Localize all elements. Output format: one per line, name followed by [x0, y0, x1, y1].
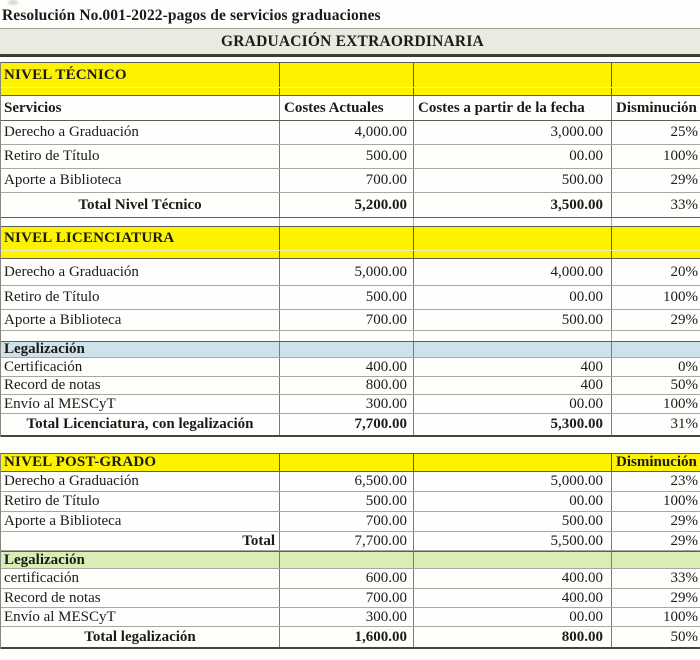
fees-table — [0, 62, 700, 437]
column-header-disminucion: Disminución — [611, 454, 700, 471]
empty-cell — [413, 552, 611, 568]
service-label: Envío al MESCyT — [4, 608, 116, 625]
reduction-pct: 33% — [611, 569, 700, 588]
total-actual: 7,700.00 — [279, 532, 413, 550]
service-label: Record de notas — [4, 589, 101, 606]
fees-table-postgrado — [0, 453, 700, 649]
table-row — [1, 589, 700, 608]
service-label: Record de notas — [4, 377, 101, 393]
table-row — [1, 169, 700, 193]
empty-cell — [279, 552, 413, 568]
cost-new: 00.00 — [413, 145, 611, 168]
cost-new: 400.00 — [413, 569, 611, 588]
reduction-pct: 100% — [611, 608, 700, 626]
section-gap — [1, 331, 700, 341]
cost-actual: 500.00 — [279, 492, 413, 511]
table-row — [1, 569, 700, 589]
cost-actual: 700.00 — [279, 589, 413, 607]
cost-new: 400 — [413, 377, 611, 394]
empty-cell — [413, 227, 611, 250]
service-label: Retiro de Título — [4, 289, 100, 305]
table-row — [1, 286, 700, 310]
table-row — [1, 310, 700, 331]
section-title: NIVEL LICENCIATURA — [4, 230, 175, 246]
cost-actual: 600.00 — [279, 569, 413, 588]
empty-cell — [279, 63, 413, 87]
reduction-pct: 25% — [611, 121, 700, 144]
cost-new: 00.00 — [413, 492, 611, 511]
total-reduction: 29% — [611, 532, 700, 550]
column-header-servicios: Servicios — [4, 99, 62, 116]
service-label: Aporte a Biblioteca — [4, 311, 122, 328]
empty-cell — [413, 251, 611, 258]
empty-cell — [611, 63, 700, 87]
section-band-strip — [1, 250, 700, 259]
service-label: Certificación — [4, 358, 83, 375]
cost-actual: 300.00 — [279, 395, 413, 413]
table-row — [1, 377, 700, 395]
table-row — [1, 121, 700, 145]
service-label: Derecho a Graduación — [4, 263, 139, 280]
cost-actual: 4,000.00 — [279, 121, 413, 144]
section-band-postgrado — [1, 453, 700, 472]
banner-graduacion-extraordinaria: GRADUACIÓN EXTRAORDINARIA — [0, 28, 700, 57]
total-row-postgrado — [1, 532, 700, 551]
empty-cell — [279, 227, 413, 250]
section-band-licenciatura — [1, 226, 700, 250]
section-band-strip — [1, 87, 700, 96]
reduction-pct: 29% — [611, 169, 700, 192]
service-label: Derecho a Graduación — [4, 473, 139, 489]
cost-new: 00.00 — [413, 608, 611, 626]
total-actual: 1,600.00 — [279, 627, 413, 647]
column-header-row — [1, 96, 700, 121]
empty-cell — [413, 218, 611, 226]
cost-actual: 700.00 — [279, 310, 413, 330]
empty-cell — [413, 331, 611, 341]
subsection-band-legalizacion-postgrado — [1, 551, 700, 569]
empty-cell — [611, 331, 700, 341]
cost-actual: 700.00 — [279, 512, 413, 531]
reduction-pct: 0% — [611, 358, 700, 376]
total-reduction: 31% — [611, 414, 700, 435]
empty-cell — [279, 251, 413, 258]
total-reduction: 33% — [611, 193, 700, 217]
total-new: 800.00 — [413, 627, 611, 647]
total-label: Total legalización — [84, 628, 196, 645]
service-label: Retiro de Título — [4, 493, 100, 509]
empty-cell — [1, 331, 279, 341]
cost-new: 500.00 — [413, 169, 611, 192]
service-label: Aporte a Biblioteca — [4, 172, 122, 188]
section-gap — [1, 218, 700, 226]
empty-cell — [1, 88, 279, 95]
service-label: Aporte a Biblioteca — [4, 513, 122, 529]
total-label: Total Licenciatura, con legalización — [26, 416, 254, 432]
empty-cell — [1, 251, 279, 258]
reduction-pct: 29% — [611, 589, 700, 607]
column-header-costes-fecha: Costes a partir de la fecha — [413, 96, 611, 120]
total-row-legalizacion — [1, 627, 700, 649]
empty-cell — [279, 342, 413, 357]
subsection-title: Legalización — [4, 552, 85, 568]
cost-actual: 400.00 — [279, 358, 413, 376]
empty-cell — [413, 342, 611, 357]
cost-actual: 5,000.00 — [279, 259, 413, 285]
subsection-band-legalizacion — [1, 341, 700, 358]
reduction-pct: 50% — [611, 377, 700, 394]
cost-new: 5,000.00 — [413, 472, 611, 491]
total-label: Total Nivel Técnico — [78, 196, 202, 213]
cost-actual: 800.00 — [279, 377, 413, 394]
table-row — [1, 358, 700, 377]
empty-cell — [611, 251, 700, 258]
table-row — [1, 259, 700, 286]
section-gap — [0, 437, 700, 453]
total-row-licenciatura — [1, 414, 700, 437]
column-header-costes-actuales: Costes Actuales — [279, 96, 413, 120]
cost-new: 3,000.00 — [413, 121, 611, 144]
service-label: certificación — [4, 570, 79, 586]
service-label: Retiro de Título — [4, 148, 100, 164]
empty-cell — [1, 218, 279, 226]
total-row-tecnico — [1, 193, 700, 218]
table-row — [1, 145, 700, 169]
reduction-pct: 100% — [611, 395, 700, 413]
cost-new: 4,000.00 — [413, 259, 611, 285]
document-title: Resolución No.001-2022-pagos de servicios graduaciones — [2, 7, 381, 24]
subsection-title: Legalización — [4, 342, 85, 357]
total-label: Total — [242, 532, 275, 549]
service-label: Envío al MESCyT — [4, 395, 116, 412]
cost-new: 00.00 — [413, 395, 611, 413]
empty-cell — [611, 552, 700, 568]
column-header-disminucion: Disminución — [611, 96, 700, 120]
section-title: NIVEL TÉCNICO — [4, 66, 127, 83]
reduction-pct: 100% — [611, 286, 700, 309]
table-row — [1, 608, 700, 627]
empty-cell — [413, 63, 611, 87]
cost-actual: 700.00 — [279, 169, 413, 192]
total-new: 5,500.00 — [413, 532, 611, 550]
empty-cell — [413, 454, 611, 471]
cost-actual: 300.00 — [279, 608, 413, 626]
empty-cell — [611, 342, 700, 357]
empty-cell — [279, 331, 413, 341]
total-actual: 5,200.00 — [279, 193, 413, 217]
reduction-pct: 23% — [611, 472, 700, 491]
table-row — [1, 512, 700, 532]
table-row — [1, 395, 700, 414]
reduction-pct: 100% — [611, 492, 700, 511]
cost-actual: 6,500.00 — [279, 472, 413, 491]
cost-actual: 500.00 — [279, 286, 413, 309]
section-band-tecnico — [1, 62, 700, 87]
empty-cell — [279, 454, 413, 471]
total-reduction: 50% — [611, 627, 700, 647]
service-label: Derecho a Graduación — [4, 124, 139, 140]
empty-cell — [279, 218, 413, 226]
empty-cell — [611, 88, 700, 95]
table-row — [1, 472, 700, 492]
cost-new: 00.00 — [413, 286, 611, 309]
empty-cell — [611, 218, 700, 226]
reduction-pct: 100% — [611, 145, 700, 168]
reduction-pct: 20% — [611, 259, 700, 285]
total-new: 3,500.00 — [413, 193, 611, 217]
cost-new: 500.00 — [413, 310, 611, 330]
empty-cell — [413, 88, 611, 95]
scan-smudge — [8, 0, 18, 5]
total-new: 5,300.00 — [413, 414, 611, 435]
empty-cell — [279, 88, 413, 95]
cost-new: 400 — [413, 358, 611, 376]
table-row — [1, 492, 700, 512]
total-actual: 7,700.00 — [279, 414, 413, 435]
cost-new: 500.00 — [413, 512, 611, 531]
empty-cell — [611, 227, 700, 250]
reduction-pct: 29% — [611, 310, 700, 330]
cost-actual: 500.00 — [279, 145, 413, 168]
cost-new: 400.00 — [413, 589, 611, 607]
reduction-pct: 29% — [611, 512, 700, 531]
section-title: NIVEL POST-GRADO — [4, 454, 157, 470]
